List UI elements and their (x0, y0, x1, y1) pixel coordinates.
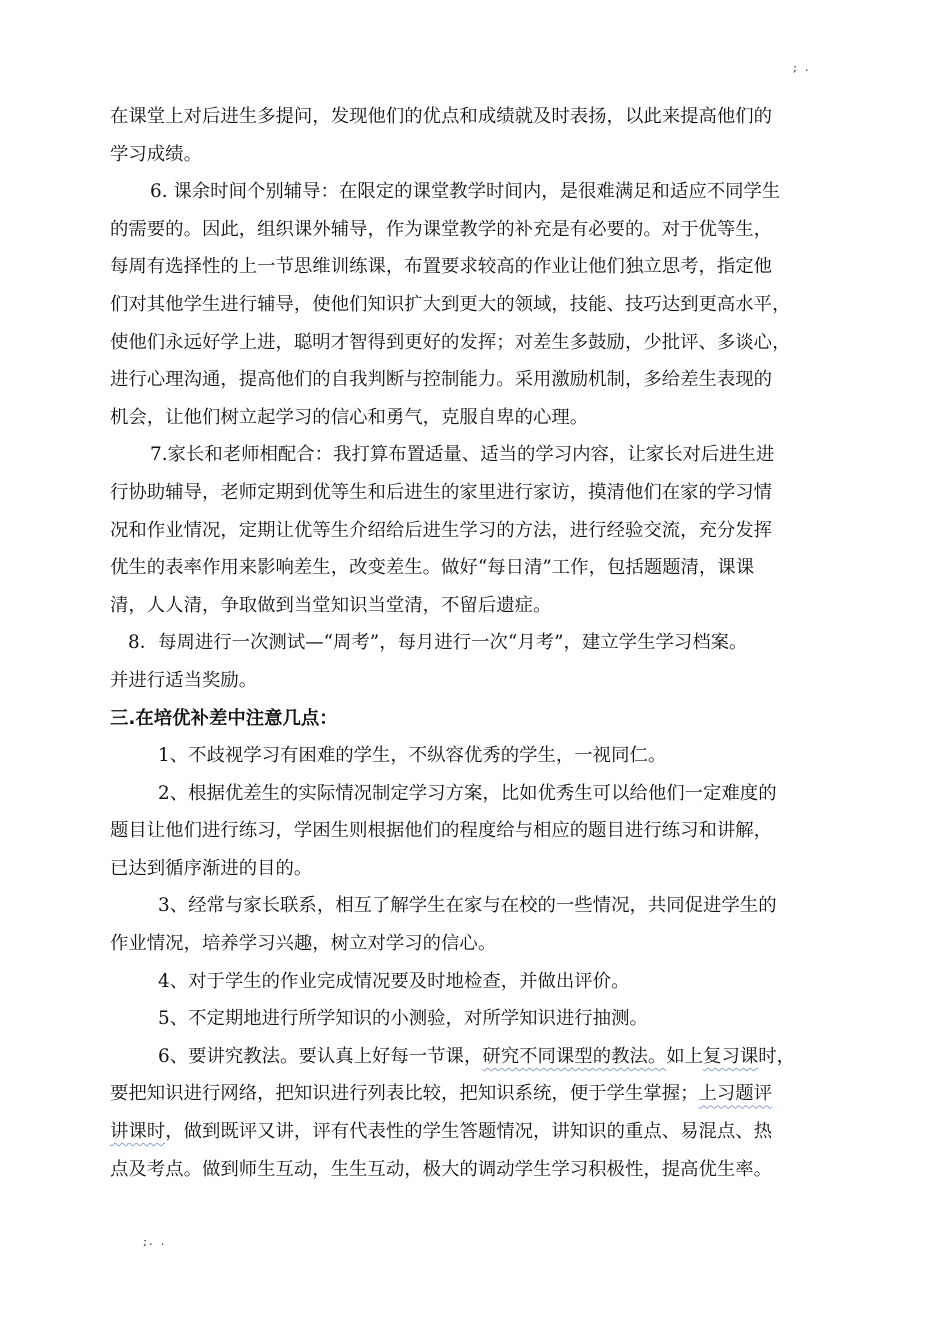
text-line: 清，人人清，争取做到当堂知识当堂清，不留后遗症。 (110, 594, 552, 616)
text-line: 机会，让他们树立起学习的信心和勇气，克服自卑的心理。 (110, 406, 589, 428)
marked-phrase: 上习题评 (698, 1083, 773, 1105)
text-line: 5、不定期地进行所学知识的小测验，对所学知识进行抽测。 (158, 1008, 648, 1030)
text-line: 题目让他们进行练习，学困生则根据他们的程度给与相应的题目进行练习和讲解， (110, 820, 773, 842)
header-mark: ; . (793, 60, 811, 74)
text-line: 4、对于学生的作业完成情况要及时地检查，并做出评价。 (158, 970, 630, 992)
text-line: 优生的表率作用来影响差生，改变差生。做好“每日清”工作，包括题题清，课课 (110, 557, 755, 579)
text-line (110, 1113, 832, 1151)
footer-mark: ;. . (143, 1234, 167, 1248)
text-line: 每周有选择性的上一节思维训练课，布置要求较高的作业让他们独立思考，指定他 (110, 256, 773, 278)
text-line: 2、根据优差生的实际情况制定学习方案，比如优秀生可以给他们一定难度的 (158, 782, 777, 804)
text-line: 况和作业情况，定期让优等生介绍给后进生学习的方法，进行经验交流，充分发挥 (110, 519, 773, 541)
text-line (110, 1038, 832, 1076)
text-line: 作业情况，培养学习兴趣，树立对学习的信心。 (110, 933, 497, 955)
text-line: 的需要的。因此，组织课外辅导，作为课堂教学的补充是有必要的。对于优等生， (110, 218, 773, 240)
text-line: 已达到循序渐进的目的。 (110, 857, 313, 879)
text-line: 使他们永远好学上进，聪明才智得到更好的发挥；对差生多鼓励，少批评、多谈心， (110, 331, 791, 353)
text-segment: ，做到既评又讲，评有代表性的学生答题情况，讲知识的重点、易混点、热 (165, 1121, 773, 1143)
text-line: 点及考点。做到师生互动，生生互动，极大的调动学生学习积极性，提高优生率。 (110, 1158, 773, 1180)
text-line: 进行心理沟通，提高他们的自我判断与控制能力。采用激励机制，多给差生表现的 (110, 369, 773, 391)
text-segment: 要把知识进行网络，把知识进行列表比较，把知识系统，便于学生掌握； (110, 1083, 699, 1105)
text-line: 8．每周进行一次测试—“周考”，每月进行一次“月考”，建立学生学习档案。 (128, 632, 748, 654)
text-line (110, 1075, 832, 1113)
document-body (110, 98, 832, 1188)
text-line: 并进行适当奖励。 (110, 669, 258, 691)
marked-phrase: 讲课时 (110, 1121, 166, 1143)
marked-phrase: 复习课 (703, 1045, 759, 1067)
text-line: 7.家长和老师相配合：我打算布置适量、适当的学习内容，让家长对后进生进 (150, 444, 775, 466)
text-line: 3、经常与家长联系，相互了解学生在家与在校的一些情况，共同促进学生的 (158, 895, 777, 917)
text-line: 在课堂上对后进生多提问，发现他们的优点和成绩就及时表扬，以此来提高他们的 (110, 106, 773, 127)
marked-phrase: 研究不同课型的教法。 (482, 1045, 667, 1067)
section-heading: 三.在培优补差中注意几点： (110, 707, 338, 729)
text-line: 行协助辅导，老师定期到优等生和后进生的家里进行家访，摸清他们在家的学习情 (110, 481, 773, 503)
text-line: 们对其他学生进行辅导，使他们知识扩大到更大的领域，技能、技巧达到更高水平， (110, 293, 791, 315)
text-line: 学习成绩。 (110, 143, 202, 165)
text-segment: 时， (758, 1045, 796, 1067)
text-line: 6. 课余时间个别辅导：在限定的课堂教学时间内，是很难满足和适应不同学生 (150, 181, 781, 203)
text-segment: 6、要讲究教法。要认真上好每一节课， (158, 1045, 483, 1067)
text-segment: 如上 (666, 1045, 704, 1067)
text-line: 1、不歧视学习有困难的学生，不纵容优秀的学生，一视同仁。 (158, 745, 667, 767)
